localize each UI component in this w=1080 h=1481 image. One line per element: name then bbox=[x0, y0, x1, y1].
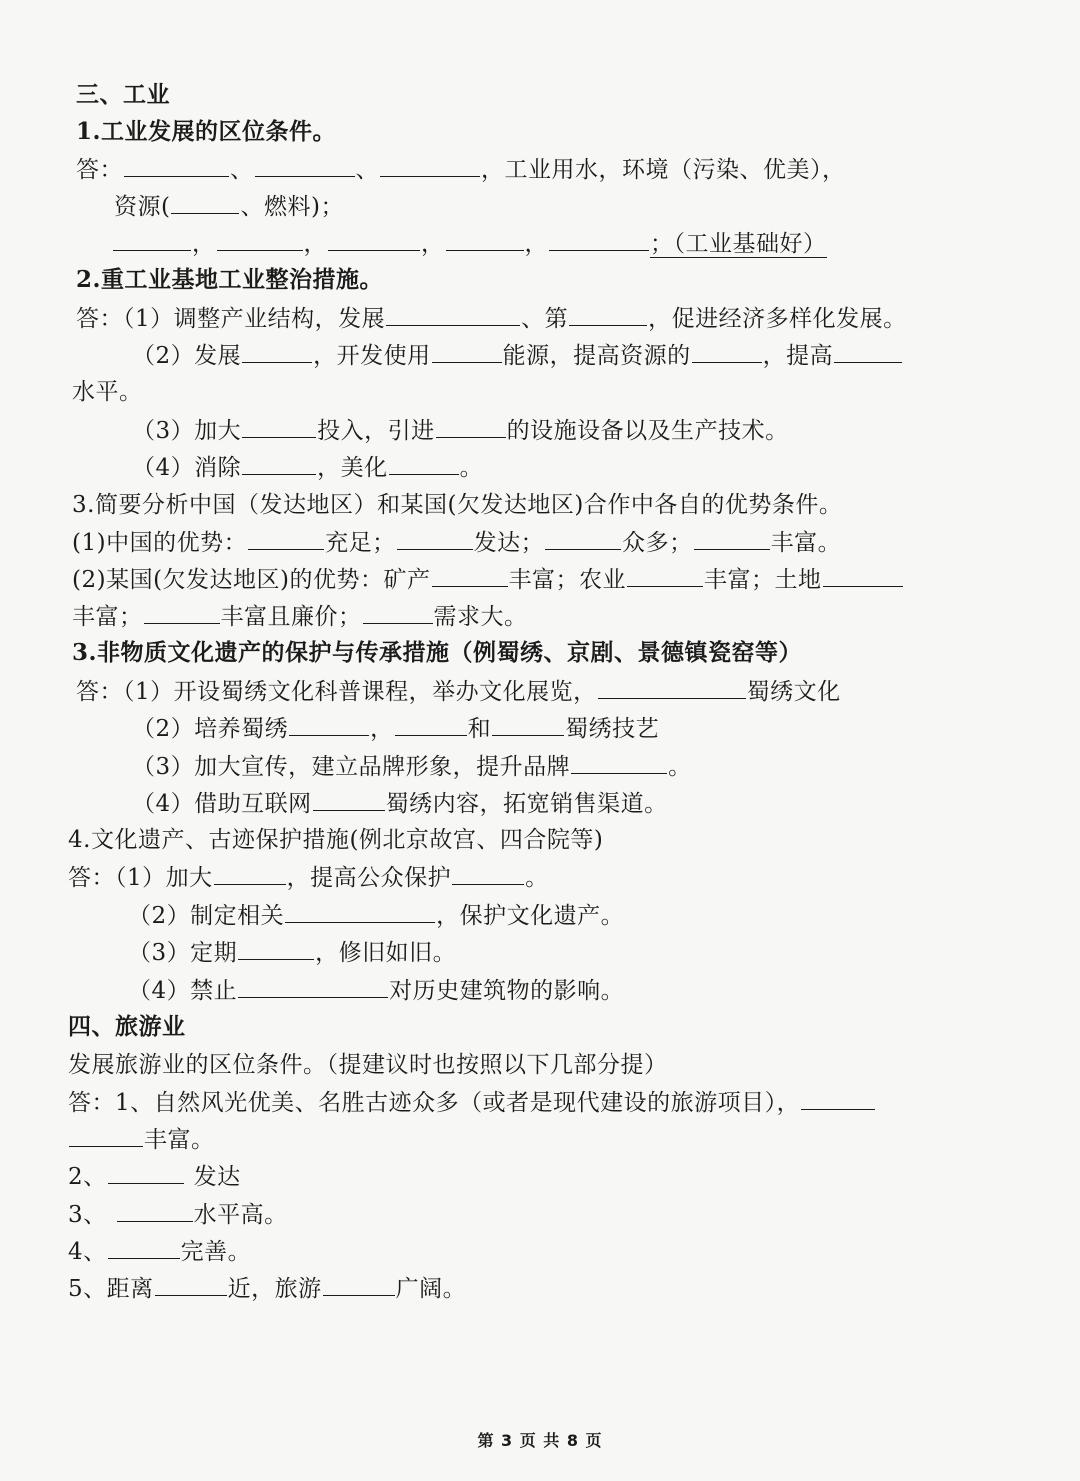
blank[interactable] bbox=[627, 564, 703, 587]
tourism-line-2: 丰富。 bbox=[68, 1124, 215, 1155]
blank[interactable] bbox=[108, 1161, 184, 1184]
page-number: 第 3 页 共 8 页 bbox=[477, 1431, 603, 1450]
blank[interactable] bbox=[144, 601, 220, 624]
q4-line-4: （4）禁止 对历史建筑物的影响。 bbox=[128, 975, 624, 1006]
blank[interactable] bbox=[389, 452, 459, 475]
tourism-line-1: 答：1、自然风光优美、名胜古迹众多（或者是现代建设的旅游项目）， bbox=[68, 1087, 876, 1118]
q4-line-3: （3）定期 ，修旧如旧。 bbox=[128, 937, 456, 968]
blank[interactable] bbox=[395, 713, 467, 736]
q3b-line-2: （2）培养蜀绣 ， 和 蜀绣技艺 bbox=[132, 713, 659, 744]
section-title-tourism: 四、旅游业 bbox=[68, 1013, 186, 1040]
blank[interactable] bbox=[255, 154, 355, 177]
q3b-line-3: （3）加大宣传，建立品牌形象，提升品牌 。 bbox=[132, 751, 692, 782]
blank[interactable] bbox=[397, 527, 473, 550]
q3b-line-1: 答：（1）开设蜀绣文化科普课程，举办文化展览， 蜀绣文化 bbox=[76, 676, 841, 707]
q3a-title: 3.简要分析中国（发达地区）和某国(欠发达地区)合作中各自的优势条件。 bbox=[72, 492, 843, 518]
blank[interactable] bbox=[238, 975, 388, 998]
q1-line-2: 资源( 、燃料)； bbox=[114, 191, 344, 222]
q3a-line-3: 丰富； 丰富且廉价； 需求大。 bbox=[72, 601, 528, 632]
blank[interactable] bbox=[217, 228, 303, 251]
blank[interactable] bbox=[694, 527, 770, 550]
q4-line-1: 答：（1）加大 ，提高公众保护 。 bbox=[68, 862, 549, 893]
q4-title: 4.文化遗产、古迹保护措施(例北京故宫、四合院等) bbox=[68, 827, 604, 853]
q1-line-1: 答： 、 、 ，工业用水，环境（污染、优美）， bbox=[76, 154, 846, 185]
blank[interactable] bbox=[248, 527, 324, 550]
q3b-line-4: （4）借助互联网 蜀绣内容，拓宽销售渠道。 bbox=[132, 788, 668, 819]
blank[interactable] bbox=[313, 788, 385, 811]
blank[interactable] bbox=[323, 1273, 395, 1296]
q1-line-3: ， ， ， ， ；（工业基础好） bbox=[112, 228, 827, 259]
blank[interactable] bbox=[242, 415, 316, 438]
blank[interactable] bbox=[363, 601, 433, 624]
q4-line-2: （2）制定相关 ，保护文化遗产。 bbox=[128, 900, 624, 931]
blank[interactable] bbox=[386, 303, 520, 326]
blank[interactable] bbox=[692, 340, 762, 363]
blank[interactable] bbox=[432, 564, 508, 587]
blank[interactable] bbox=[155, 1273, 227, 1296]
blank[interactable] bbox=[328, 228, 420, 251]
tourism-line-5: 4、 完善。 bbox=[68, 1236, 251, 1267]
q2-line-3: 水平。 bbox=[72, 379, 143, 405]
q3a-line-2: (2)某国(欠发达地区)的优势：矿产 丰富；农业 丰富；土地 bbox=[72, 564, 904, 595]
blank[interactable] bbox=[124, 154, 229, 177]
blank[interactable] bbox=[549, 228, 649, 251]
blank[interactable] bbox=[823, 564, 903, 587]
blank[interactable] bbox=[285, 900, 435, 923]
blank[interactable] bbox=[117, 1199, 193, 1222]
blank[interactable] bbox=[214, 862, 286, 885]
blank[interactable] bbox=[571, 751, 667, 774]
blank[interactable] bbox=[432, 340, 502, 363]
blank[interactable] bbox=[834, 340, 902, 363]
q2-line-2: （2）发展 ，开发使用 能源，提高资源的 ，提高 bbox=[132, 340, 903, 371]
blank[interactable] bbox=[242, 340, 312, 363]
blank[interactable] bbox=[69, 1124, 143, 1147]
q3b-title: 3.非物质文化遗产的保护与传承措施（例蜀绣、京剧、景德镇瓷窑等） bbox=[72, 639, 803, 666]
section-title-industry: 三、工业 bbox=[76, 81, 170, 108]
blank[interactable] bbox=[598, 676, 746, 699]
q2-line-1: 答：（1）调整产业结构，发展 、第 ，促进经济多样化发展。 bbox=[76, 303, 907, 334]
q2-title: 2.重工业基地工业整治措施。 bbox=[76, 266, 384, 293]
blank[interactable] bbox=[446, 228, 524, 251]
blank[interactable] bbox=[171, 191, 239, 214]
q2-line-4: （3）加大 投入，引进 的设施设备以及生产技术。 bbox=[132, 415, 789, 446]
tourism-line-4: 3、 水平高。 bbox=[68, 1199, 288, 1230]
blank[interactable] bbox=[569, 303, 647, 326]
blank[interactable] bbox=[289, 713, 369, 736]
blank[interactable] bbox=[452, 862, 524, 885]
blank[interactable] bbox=[108, 1236, 180, 1259]
blank[interactable] bbox=[113, 228, 191, 251]
blank[interactable] bbox=[238, 937, 314, 960]
blank[interactable] bbox=[436, 415, 506, 438]
q1-title: 1.工业发展的区位条件。 bbox=[76, 118, 337, 145]
tourism-line-6: 5、距离 近，旅游 广阔。 bbox=[68, 1273, 466, 1304]
tourism-line-3: 2、 发达 bbox=[68, 1161, 241, 1192]
tourism-intro: 发展旅游业的区位条件。（提建议时也按照以下几部分提） bbox=[68, 1052, 668, 1078]
blank[interactable] bbox=[380, 154, 480, 177]
blank[interactable] bbox=[801, 1087, 875, 1110]
q2-line-5: （4）消除 ，美化 。 bbox=[132, 452, 483, 483]
q3a-line-1: (1)中国的优势： 充足； 发达； 众多； 丰富。 bbox=[72, 527, 841, 558]
blank[interactable] bbox=[545, 527, 621, 550]
blank[interactable] bbox=[492, 713, 564, 736]
blank[interactable] bbox=[242, 452, 316, 475]
